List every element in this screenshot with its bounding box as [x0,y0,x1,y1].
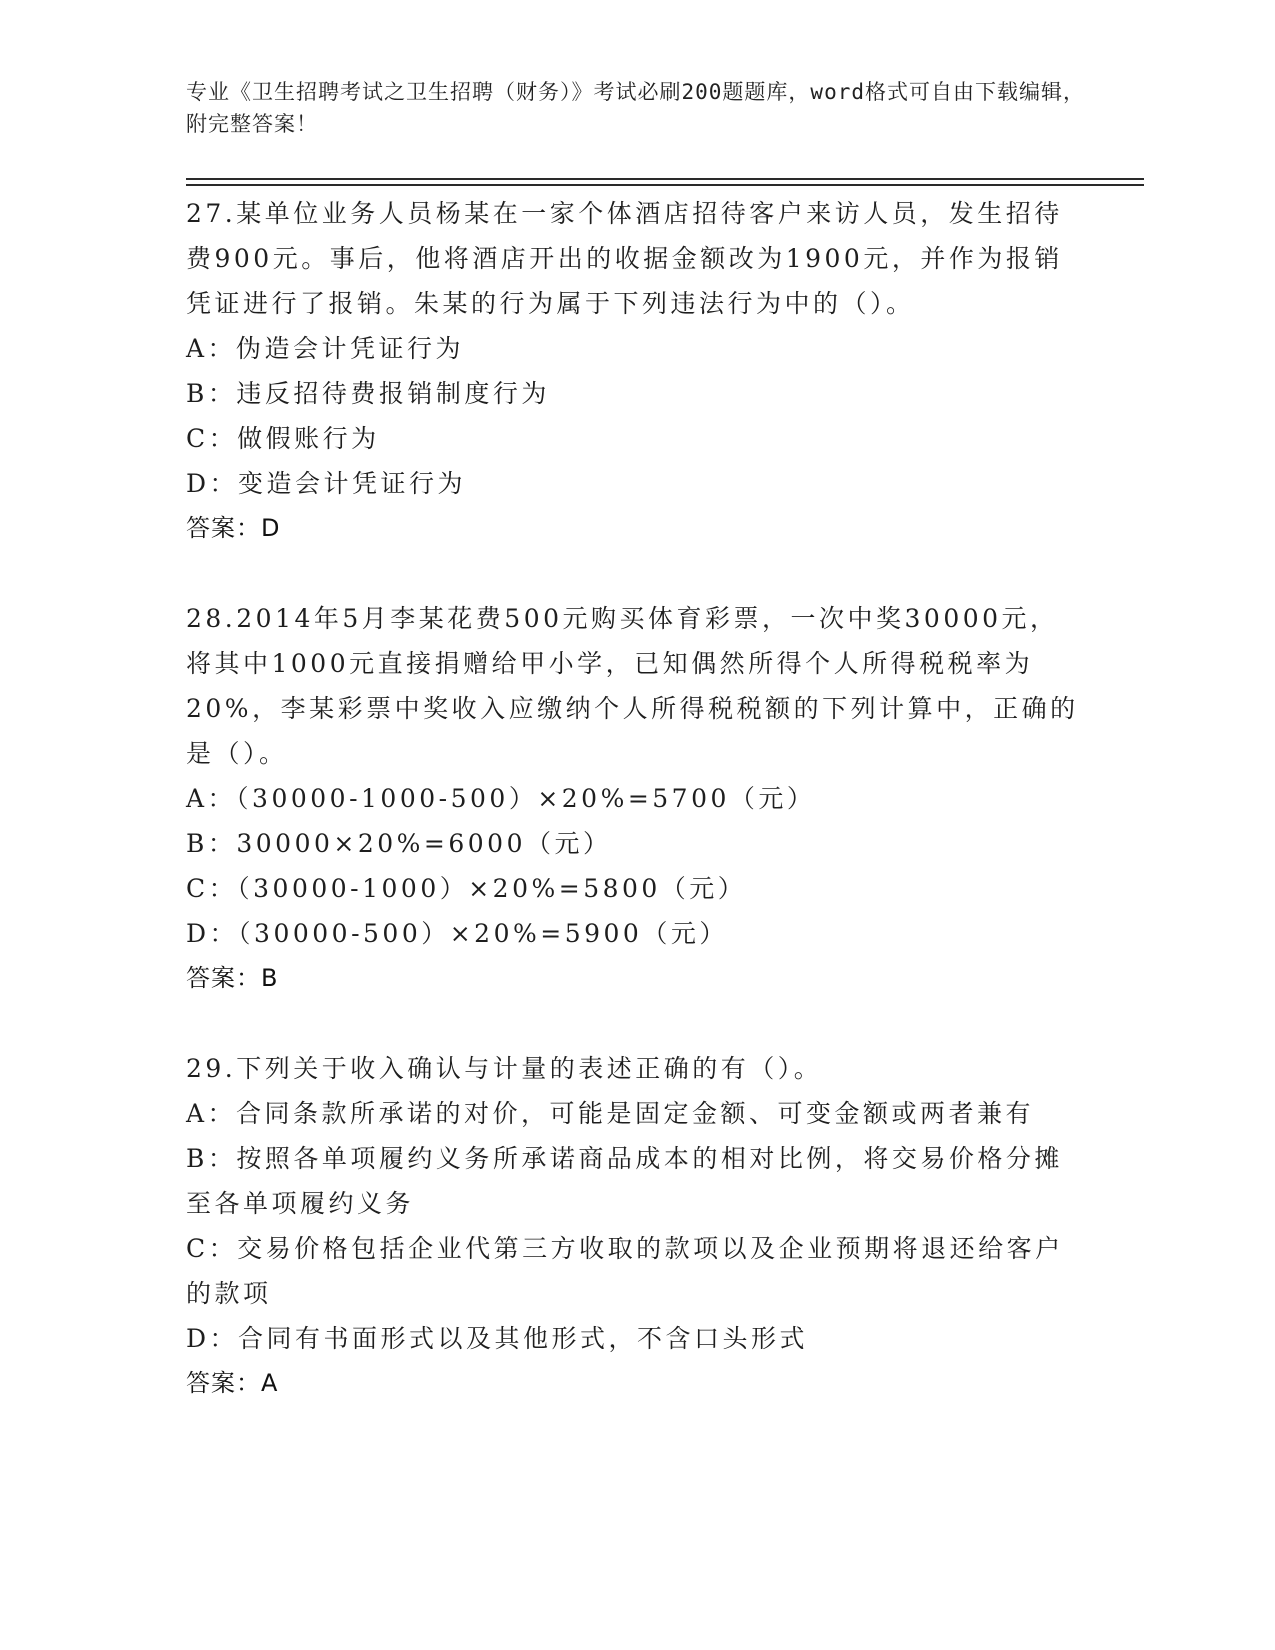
option-d: D：变造会计凭证行为 [186,469,467,498]
question-28 [186,596,1086,1001]
question-stem: 29.下列关于收入确认与计量的表述正确的有（）。 [186,1054,823,1083]
option-c: C：（30000-1000）×20%=5800（元） [186,874,747,903]
option-c: C：做假账行为 [186,424,380,453]
header-note: 专业《卫生招聘考试之卫生招聘（财务）》考试必刷200题题库，word格式可自由下载编辑，附完整答案！ [186,80,1085,136]
answer-line: 答案：B [186,964,279,992]
header-divider-bottom [186,184,1144,186]
option-b: B：违反招待费报销制度行为 [186,379,550,408]
header-divider-top [186,178,1144,180]
option-d: D：（30000-500）×20%=5900（元） [186,919,728,948]
spacer [186,551,1086,596]
option-d: D：合同有书面形式以及其他形式，不含口头形式 [186,1324,809,1353]
question-29 [186,1046,1086,1406]
answer-line: 答案：D [186,514,281,542]
option-c: C：交易价格包括企业代第三方收取的款项以及企业预期将退还给客户的款项 [186,1234,1064,1308]
question-stem: 27.某单位业务人员杨某在一家个体酒店招待客户来访人员，发生招待费900元。事后，他将酒店开出的收据金额改为1900元，并作为报销凭证进行了报销。朱某的行为属于下列违法行为中的（）。 [186,199,1063,318]
option-a: A：伪造会计凭证行为 [186,334,465,363]
question-27 [186,191,1086,551]
answer-line: 答案：A [186,1369,279,1397]
question-list [186,191,1086,1406]
spacer [186,1001,1086,1046]
option-a: A：合同条款所承诺的对价，可能是固定金额、可变金额或两者兼有 [186,1099,1035,1128]
option-a: A：（30000-1000-500）×20%=5700（元） [186,784,816,813]
question-stem: 28.2014年5月李某花费500元购买体育彩票，一次中奖30000元，将其中1000元直接捐赠给甲小学，已知偶然所得个人所得税税率为20%，李某彩票中奖收入应缴纳个人所得税税额的下列计算中，正确的是（）。 [186,604,1079,768]
option-b: B：按照各单项履约义务所承诺商品成本的相对比例，将交易价格分摊至各单项履约义务 [186,1144,1063,1218]
option-b: B：30000×20%=6000（元） [186,829,612,858]
